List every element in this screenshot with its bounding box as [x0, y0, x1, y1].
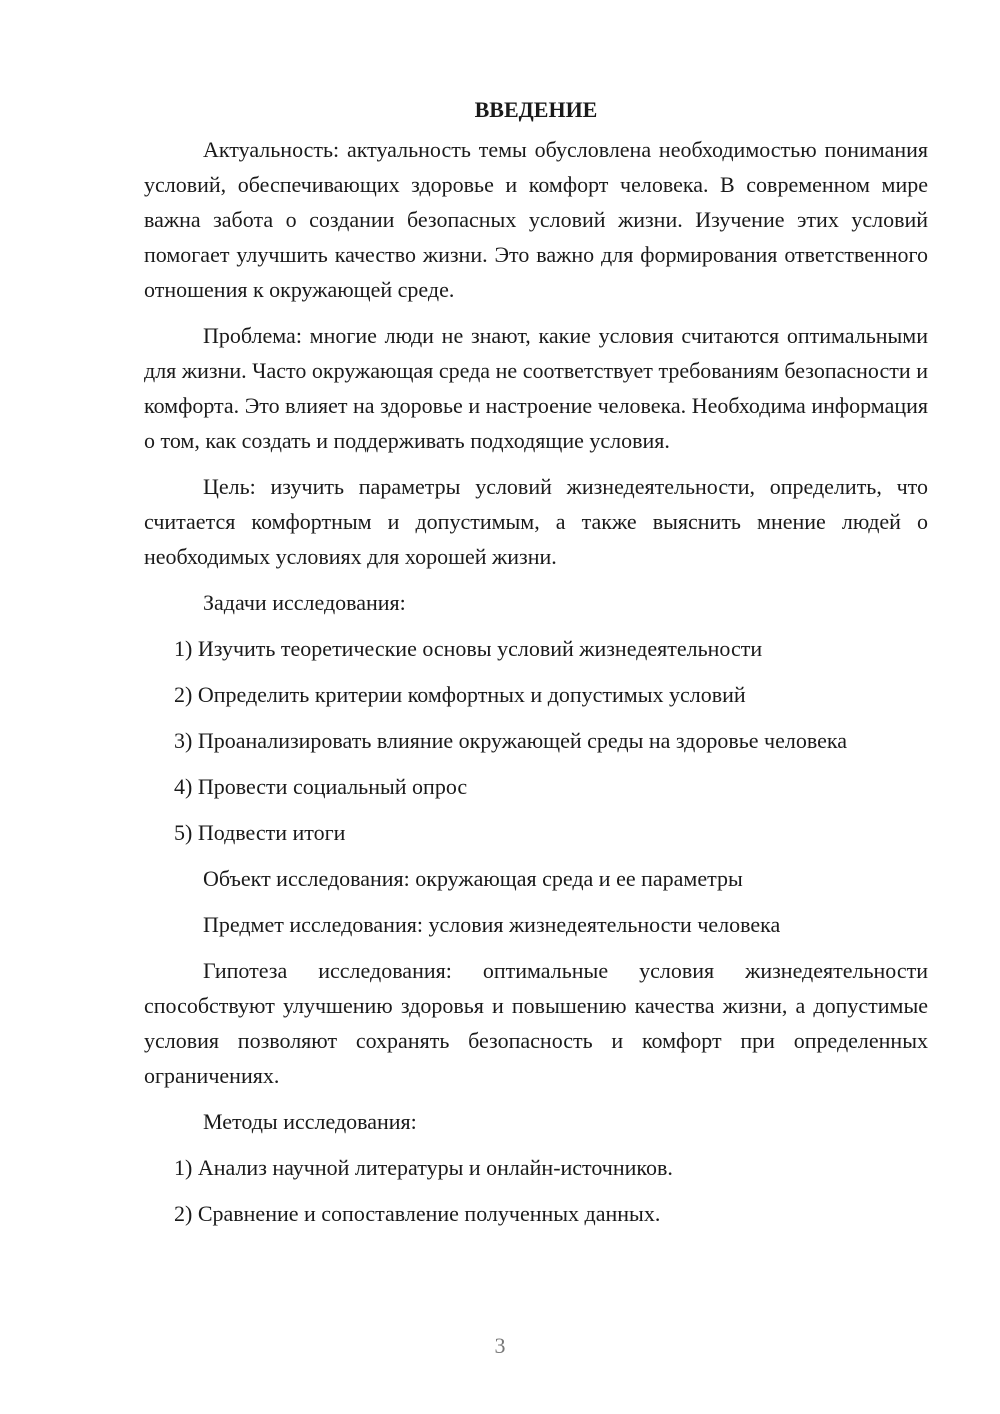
- tasks-heading: Задачи исследования:: [203, 590, 406, 615]
- task-item: 4) Провести социальный опрос: [174, 774, 468, 799]
- task-item: 2) Определить критерии комфортных и допустимых условий: [174, 682, 746, 707]
- problem-paragraph: Проблема: многие люди не знают, какие условия считаются оптимальными для жизни. Часто окружающая среда не соответствует требованиям безопасности и комфорта. Это влияет на здоровье и настроение человека. Необходима информация о том, как создать и поддерживать подходящие условия.: [144, 323, 928, 453]
- goal-paragraph: Цель: изучить параметры условий жизнедеятельности, определить, что считается комфортным и допустимым, а также выяснить мнение людей о необходимых условиях для хорошей жизни.: [144, 474, 928, 569]
- task-item: 1) Изучить теоретические основы условий жизнедеятельности: [174, 636, 763, 661]
- page-title: ВВЕДЕНИЕ: [474, 97, 598, 122]
- task-item: 5) Подвести итоги: [174, 820, 346, 845]
- document-page: [144, 92, 928, 1242]
- object-paragraph: Объект исследования: окружающая среда и ее параметры: [203, 866, 743, 891]
- relevance-paragraph: Актуальность: актуальность темы обусловлена необходимостью понимания условий, обеспечивающих здоровье и комфорт человека. В современном мире важна забота о создании безопасных условий жизни. Изучение этих условий помогает улучшить качество жизни. Это важно для формирования ответственного отношения к окружающей среде.: [144, 137, 928, 302]
- hypothesis-paragraph: Гипотеза исследования: оптимальные условия жизнедеятельности способствуют улучшению здоровья и повышению качества жизни, а допустимые условия позволяют сохранять безопасность и комфорт при определенных ограничениях.: [144, 958, 928, 1088]
- methods-heading: Методы исследования:: [203, 1109, 417, 1134]
- method-item: 2) Сравнение и сопоставление полученных данных.: [174, 1201, 661, 1226]
- subject-paragraph: Предмет исследования: условия жизнедеятельности человека: [203, 912, 781, 937]
- task-item: 3) Проанализировать влияние окружающей среды на здоровье человека: [174, 728, 848, 753]
- page-number: 3: [494, 1333, 506, 1358]
- method-item: 1) Анализ научной литературы и онлайн-источников.: [174, 1155, 673, 1180]
